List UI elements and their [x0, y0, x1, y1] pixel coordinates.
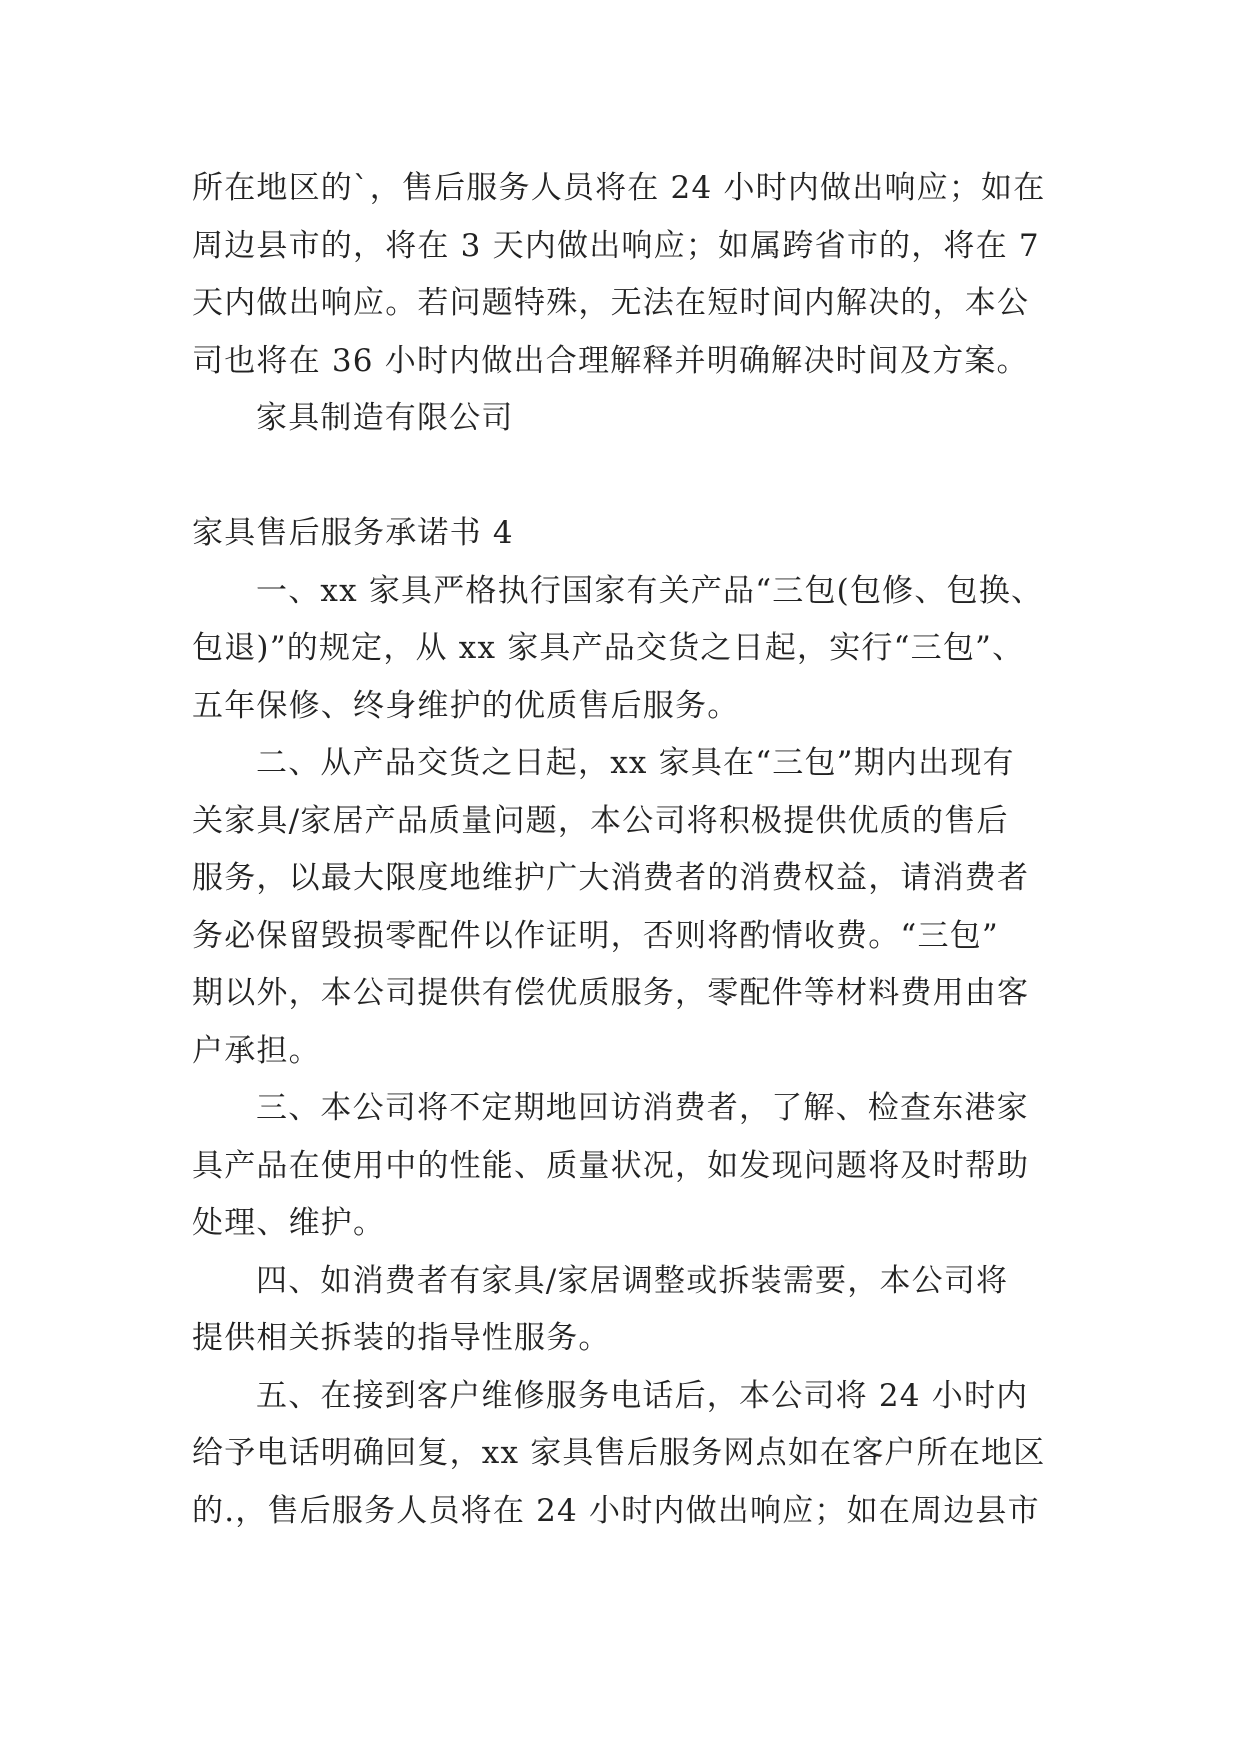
section-title: 家具售后服务承诺书 4 [192, 515, 514, 551]
paragraph-line: 天内做出响应。若问题特殊，无法在短时间内解决的，本公 [192, 285, 1030, 321]
paragraph-line: 一、xx 家具严格执行国家有关产品“三包(包修、包换、 [256, 572, 1044, 609]
company-signature: 家具制造有限公司 [256, 400, 514, 436]
paragraph-line: 所在地区的`，售后服务人员将在 24 小时内做出响应；如在 [192, 170, 1046, 206]
paragraph-line: 提供相关拆装的指导性服务。 [192, 1320, 611, 1356]
paragraph-line: 二、从产品交货之日起，xx 家具在“三包”期内出现有 [256, 745, 1015, 781]
paragraph-line: 五年保修、终身维护的优质售后服务。 [192, 687, 740, 724]
paragraph-line: 关家具/家居产品质量问题，本公司将积极提供优质的售后 [192, 802, 1009, 839]
paragraph-line: 四、如消费者有家具/家居调整或拆装需要，本公司将 [256, 1262, 1009, 1299]
paragraph-line: 务必保留毁损零配件以作证明，否则将酌情收费。“三包” [192, 917, 999, 954]
paragraph-line: 五、在接到客户维修服务电话后，本公司将 24 小时内 [256, 1377, 1029, 1414]
paragraph-line: 三、本公司将不定期地回访消费者，了解、检查东港家 [256, 1090, 1029, 1126]
paragraph-line: 给予电话明确回复，xx 家具售后服务网点如在客户所在地区 [192, 1435, 1046, 1471]
paragraph-line: 户承担。 [192, 1032, 321, 1069]
paragraph-line: 包退)”的规定，从 xx 家具产品交货之日起，实行“三包”、 [192, 630, 1025, 666]
paragraph-line: 处理、维护。 [192, 1205, 386, 1241]
paragraph-line: 具产品在使用中的性能、质量状况，如发现问题将及时帮助 [192, 1147, 1030, 1184]
blank-line [192, 448, 1052, 506]
document-body [192, 160, 1052, 1540]
paragraph-line: 期以外，本公司提供有偿优质服务，零配件等材料费用由客 [192, 975, 1030, 1011]
paragraph-line: 的.，售后服务人员将在 24 小时内做出响应；如在周边县市 [192, 1492, 1040, 1529]
paragraph-line: 周边县市的，将在 3 天内做出响应；如属跨省市的，将在 7 [192, 227, 1040, 264]
paragraph-line: 司也将在 36 小时内做出合理解释并明确解决时间及方案。 [192, 342, 1029, 379]
paragraph-line: 服务，以最大限度地维护广大消费者的消费权益，请消费者 [192, 860, 1030, 896]
